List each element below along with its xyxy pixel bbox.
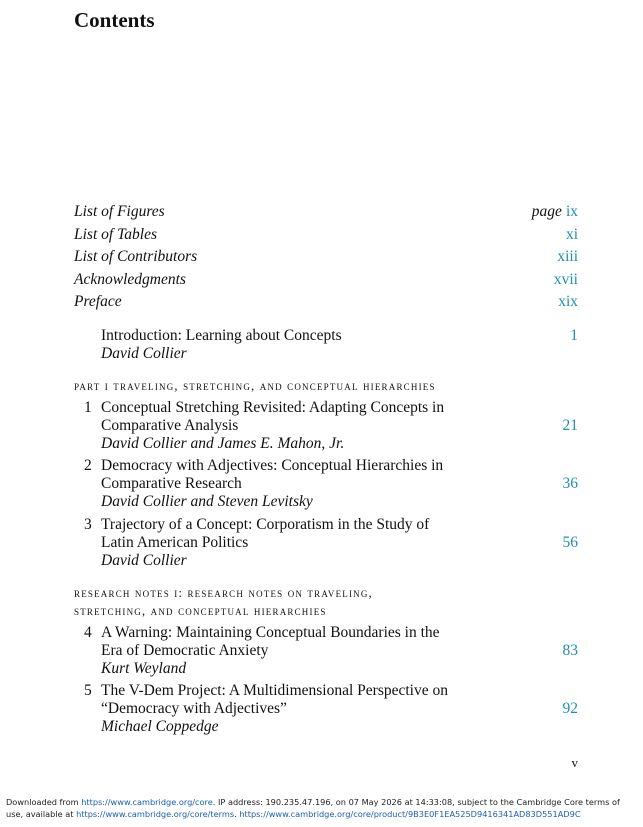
chapter-title-line: The V-Dem Project: A Multidimensional Perspective on (101, 682, 448, 699)
download-notice (6, 797, 638, 820)
chapter-author: David Collier and Steven Levitsky (101, 493, 313, 510)
chapter-author: David Collier (101, 345, 187, 362)
chapter-number: 5 (84, 682, 92, 699)
folio-page-number: v (571, 755, 578, 770)
chapter-title-line: Democracy with Adjectives: Conceptual Hierarchies in (101, 457, 444, 474)
front-matter-item[interactable] (74, 226, 578, 249)
page-number[interactable]: 92 (562, 700, 578, 717)
front-matter-label: Preface (74, 293, 122, 311)
chapter-title-line: A Warning: Maintaining Conceptual Boundaries in the (101, 624, 440, 641)
chapter-author: David Collier and James E. Mahon, Jr. (101, 435, 345, 452)
chapter-number: 1 (84, 399, 92, 416)
front-matter-label: List of Figures (74, 203, 165, 220)
chapter-title-line: Comparative Analysis (101, 417, 239, 434)
page-number[interactable]: 21 (562, 417, 578, 434)
page-number[interactable]: xi (565, 225, 578, 243)
front-matter-label: List of Tables (74, 225, 157, 243)
chapter-title-line: Conceptual Stretching Revisited: Adapting Concepts in (101, 399, 445, 416)
toc-entry-chapter[interactable] (74, 457, 578, 511)
page-number[interactable]: 83 (562, 642, 578, 659)
front-matter-item[interactable] (74, 293, 578, 316)
chapter-author: Kurt Weyland (101, 660, 187, 677)
terms-link[interactable]: https://www.cambridge.org/core/terms (76, 808, 235, 819)
chapter-title-line: Era of Democratic Anxiety (101, 642, 269, 659)
chapter-author: David Collier (101, 552, 187, 569)
page-prefix: page (531, 203, 562, 220)
front-matter-item[interactable] (74, 203, 578, 226)
chapter-title-line: Latin American Politics (101, 534, 249, 551)
chapter-title-line: Trajectory of a Concept: Corporatism in the Study of (101, 516, 430, 533)
page-title: Contents (74, 8, 155, 32)
heading-line: research notes i: research notes on traveling, (74, 586, 373, 600)
front-matter-item[interactable] (74, 271, 578, 294)
chapter-number: 3 (84, 516, 92, 533)
heading-line: stretching, and conceptual hierarchies (74, 604, 327, 618)
front-matter-item[interactable] (74, 248, 578, 271)
page-number[interactable]: ix (565, 203, 578, 220)
chapter-author: Michael Coppedge (101, 718, 219, 735)
footer-text: Downloaded from (6, 797, 82, 807)
page-number[interactable]: 1 (570, 327, 578, 344)
front-matter-label: Acknowledgments (74, 270, 186, 288)
chapter-number: 2 (84, 457, 92, 474)
toc-entry-chapter[interactable] (74, 624, 578, 678)
page-number[interactable]: xix (558, 293, 578, 311)
page-number[interactable]: xiii (557, 248, 578, 266)
toc-entry-chapter[interactable] (74, 516, 578, 570)
front-matter-list (74, 203, 578, 316)
toc-entry-chapter[interactable] (74, 682, 578, 736)
footer-text: . (234, 808, 240, 819)
toc-entry-introduction[interactable] (74, 327, 578, 363)
page-number-link[interactable] (532, 203, 578, 221)
page-number[interactable]: xvii (553, 270, 578, 288)
part-heading: part i traveling, stretching, and conceptual hierarchies (74, 379, 436, 393)
cambridge-core-link[interactable]: https://www.cambridge.org/core (81, 797, 213, 807)
chapter-title: Introduction: Learning about Concepts (101, 327, 342, 344)
footer-text: . IP address: 190.235.47.196, on 07 May 2026 at 14:33:08, subject to the Cambridge Core terms of use, available at (6, 797, 620, 819)
chapter-title-line: Comparative Research (101, 475, 242, 492)
chapter-number: 4 (84, 624, 92, 641)
research-notes-heading (74, 584, 578, 620)
product-link[interactable]: https://www.cambridge.org/core/product/9B3E0F1EA525D9416341AD83D551AD9C (239, 808, 581, 819)
page-number[interactable]: 56 (562, 534, 578, 551)
page-number[interactable]: 36 (562, 475, 578, 492)
toc-entry-chapter[interactable] (74, 399, 578, 453)
front-matter-label: List of Contributors (74, 248, 198, 266)
chapter-title-line: “Democracy with Adjectives” (101, 700, 287, 717)
